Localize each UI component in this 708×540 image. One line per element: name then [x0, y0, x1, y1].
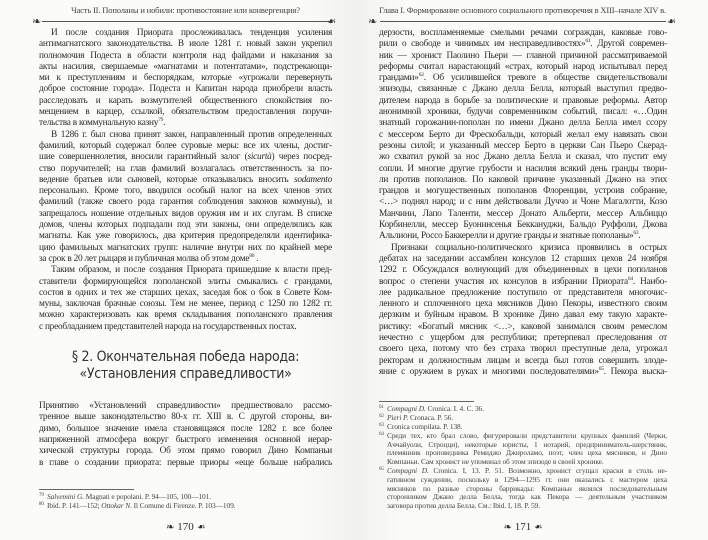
- text-line: дебатах на заседании ассамблеи консулов 12 старших цехов 24 ноября: [379, 253, 667, 264]
- paragraph: [39, 401, 332, 469]
- text-line: Манчини, Лапо Таленти, мессер Донато Альберти, мессер Альбиццо: [379, 208, 667, 219]
- footnote-line: 63 Cronica compilata. P. 138.: [379, 422, 463, 432]
- text-line: ристику: «Богатый мясник <…>, каковой занимался своим ремеслом: [379, 321, 667, 332]
- text-line: Корбинелли, мессер Буонинсенья Беккануджи, Бальдо Руффоли, Джова: [379, 220, 667, 231]
- page-column: [39, 28, 332, 534]
- footnote-ref: 61: [585, 38, 591, 45]
- text-block: [39, 401, 332, 469]
- page-number-value: 170: [177, 521, 194, 533]
- text-line: с преобладанием представителей народа на государственных постах.: [39, 321, 297, 332]
- text-line: состоя в одних и тех же старших цехах, заседая бок о бок в Совете Ком-: [39, 287, 332, 298]
- footnote-ref: 65: [598, 365, 604, 372]
- footnote-line: заговора против делла Белла. См.: Ibid. I, 18. P. 59.: [387, 501, 541, 511]
- footnote-ref: 79: [158, 117, 164, 124]
- footnote: [379, 467, 667, 511]
- footnote: [39, 502, 332, 511]
- text-line: И после создания Приората прослеживалась тенденция усиления: [51, 28, 332, 38]
- footnote-line: 79 Salvemini G. Magnati e popolani. P. 94—105, 100—101.: [39, 492, 211, 502]
- section-heading: [39, 349, 332, 383]
- text-line: сопли. И многие другие грубости и насилия всякий день гранды твори-: [379, 163, 667, 174]
- text-line: 1292 г. Обсуждался волнующий для объединенных в цехи пополанов: [379, 265, 667, 276]
- header-rule: [42, 21, 330, 22]
- text-line: тельства в коммунальную казну$^{79}$.: [39, 117, 166, 129]
- text-line: Таким образом, и после создания Приората пришедшие к власти пред-: [51, 265, 332, 276]
- footnote-area: [379, 395, 667, 511]
- text-line: мещением в карцер, ссылкой, обязательством предоставления поручи-: [39, 107, 332, 118]
- paragraph: [379, 28, 667, 243]
- text-line: антимагнатского законодательства. В июле 1281 г. новый закон укрепил: [39, 39, 332, 50]
- text-line: эпизоды, связанные с Джано делла Белла, который выступил предво-: [379, 84, 667, 95]
- text-line: напряженной атмосфера вокруг быстрого изменения основной иерар-: [39, 434, 332, 445]
- footnotes: [379, 405, 667, 511]
- footnote-line: Аччайуоли, Строцци), некоторые юристы, 1 нотарий, предприниматель-шерстяник,: [387, 439, 667, 449]
- footnote-line: мясников по разные стороны баррикады: Компаньи являлся последовательным: [387, 483, 667, 493]
- page-column: [379, 28, 667, 534]
- text-line: за срок в 20 лет рыцаря и публичная молва об этом доме$^{80}$ .: [39, 252, 259, 264]
- text-line: расследовать и карать возмутителей общественного спокойствия по-: [39, 95, 332, 106]
- text-line: ник — хронист Паолино Пьери — главной причиной рассматриваемой: [379, 50, 667, 61]
- text-line: персонально. Кроме того, вводился особый налог на всех членов этих: [39, 186, 332, 197]
- italic-text: Compagni D.: [387, 466, 429, 476]
- text-line: своего цеха, потому что без страха творил преступные дела, угрожал: [379, 344, 667, 355]
- text-line: ставители формирующейся пополанской элиты смыкались с грандами,: [39, 276, 332, 287]
- text-line: ленного и сплоченного цеха мясников Дино Пекоры, известного своим: [379, 299, 667, 310]
- main-text: [39, 28, 332, 469]
- italic-text: Salvemini G.: [47, 492, 84, 502]
- text-line: ми к преступлениям и беспорядкам, которые «угрожали перевернуть: [39, 73, 332, 84]
- running-head: Часть II. Пополаны и нобили: противостояние или конвергенция?: [71, 5, 300, 15]
- text-line: анонимной хроники, будучи современником событий, писал: «…Один: [379, 107, 667, 118]
- text-line: грандов и могущественных пополанов Флоренции, устроив собрание,: [379, 186, 667, 197]
- footnote-line: 62 Pieri P. Cronaca. P. 56.: [379, 413, 454, 423]
- text-line: ректорам и должностным лицам и всегда был готов совершить злоде-: [379, 355, 667, 366]
- page-number: [39, 521, 332, 534]
- footnote-ref: 63: [633, 230, 639, 237]
- text-line: хической структуры города. Об этом прямо говорил Дино Компаньи: [39, 446, 332, 457]
- text-line: жо схватил рукой за нос Джано делла Белла и сказал, что пустит ему: [379, 152, 667, 163]
- header-rule: [380, 21, 666, 22]
- fleuron-icon: ❧: [196, 522, 205, 533]
- fleuron-icon: ❧: [368, 15, 378, 28]
- paragraph: [379, 243, 667, 379]
- text-line: рили о свободе и чинимых им несправедливостях»$^{61}$. Другой современ-: [379, 38, 667, 50]
- paragraph: [39, 130, 332, 266]
- footnote-line: гативном суждении, поскольку в 1294—1295 гг. они оказались с мастером цеха: [387, 474, 667, 484]
- page-number: [379, 521, 667, 534]
- text-line: с мессером Берто ди Фрескобальди, который желал ему навязать свои: [379, 129, 667, 140]
- text-line: акты насилия, свершаемые «магнатами и потентатами», подстрекающи-: [39, 61, 332, 72]
- section-heading-line: «Установления справедливости»: [79, 366, 292, 383]
- footnote: [379, 432, 667, 467]
- page-number-value: 171: [514, 521, 532, 533]
- footnote-line: 80 Ibid. P. 141—152; Ottokar N. Il Comune di Firenze. P. 103—109.: [39, 501, 236, 511]
- footnote-rule: [39, 489, 134, 490]
- text-line: домов, члены которых подпадали под эти законы, они определялись как: [39, 220, 332, 231]
- footnotes: [39, 493, 332, 511]
- fleuron-icon: ❧: [327, 15, 337, 28]
- text-line: Признаки социально-политического кризиса проявились в острых: [391, 242, 667, 253]
- text-line: дерзким и буйным нравом. В хронике Дино давал ему такую характе-: [379, 310, 667, 321]
- text-line: Альлиони, Россо Баккерелли и другие гранды и знатные пополаны»$^{63}$.: [379, 230, 641, 242]
- text-line: реформы считал нарастающий «страх, который народ испытывал перед: [379, 61, 667, 72]
- text-line: в главе о создании приората: первые приоры «еще больше набрались: [39, 457, 332, 468]
- text-line: муны, заключая брачные союзы. Тем не менее, период с 1250 по 1282 гг.: [39, 299, 332, 310]
- section-heading-line: § 2. Окончательная победа народа:: [71, 349, 300, 366]
- text-line: знатный горожанин-пополан по имени Джано делла Белла имел ссору: [379, 118, 667, 129]
- running-head: Глава I. Формирование основного социального противоречия в XIII–начале XIV в.: [379, 5, 666, 15]
- text-line: вопрос о степени участия их консулов в избрании Приората$^{64}$. Наибо-: [379, 275, 667, 287]
- paragraph: [39, 265, 332, 333]
- text-block: [379, 28, 667, 378]
- text-line: шие совершеннолетия, вносили гарантийный залог (sicurtà) через посред-: [39, 152, 332, 163]
- fleuron-icon: ❧: [166, 522, 175, 533]
- footnote-line: 61 Compagni D. Cronica. I. 4. C. 36.: [379, 404, 484, 414]
- text-line: тренное выше законодательство 80-х гг. XIII в. С другой стороны, ви-: [39, 412, 332, 423]
- footnote-area: [39, 483, 332, 511]
- text-line: <…> поднял народ; и с ним действовали Дуччо и Чоне Магалотти, Козо: [379, 197, 667, 208]
- text-line: цию фамильных магнатских групп: наличие внутри них по крайней мере: [39, 242, 332, 253]
- paragraph: [39, 28, 332, 130]
- text-line: грандами»$^{62}$. Об усилившейся тревоге в обществе свидетельствовали: [379, 72, 667, 84]
- footnote-line: 64 Среди тех, кто брал слово, фигурировали представители крупных фамилий (Черки,: [379, 430, 667, 440]
- footnote-line: племянник проповедника Ремиджо Джироламо, поэт, член цеха мясников, и Дино: [387, 448, 667, 458]
- text-line: ли против пополанов. По каковой причине указанный Джано на этих: [379, 174, 667, 185]
- footnote-ref: 64: [627, 275, 633, 282]
- footnote-line: Компаньи. Сам хронист не упоминал об этом эпизоде в своей хронике.: [387, 457, 604, 467]
- text-line: магнаты. Как уже говорилось, два критерия предопределяли идентифика-: [39, 231, 332, 242]
- text-line: фамилий, который содержал более суровые меры: все их члены, достиг-: [39, 140, 332, 151]
- text-line: Принятию «Установлений справедливости» предшествовало рассмо-: [39, 401, 332, 412]
- fleuron-icon: ❧: [534, 522, 543, 533]
- fleuron-icon: ❧: [503, 522, 512, 533]
- italic-text: Ottokar N.: [101, 501, 132, 511]
- footnote-ref: 80: [249, 252, 255, 259]
- italic-text: Compagni D.: [387, 404, 426, 414]
- text-line: можно характеризовать как время складывания пополанского правления: [39, 310, 332, 321]
- text-line: яние с оружием в руках и многими последователями»$^{65}$. Пекора выска-: [379, 365, 667, 377]
- text-line: ство поручителей; на глав фамилий возлагалась ответственность за по-: [39, 163, 332, 174]
- fleuron-icon: ❧: [667, 15, 677, 28]
- text-line: резоны силой; и указанный мессер Берто в церкви Сан Пьеро Скерад-: [379, 140, 667, 151]
- right-page: [354, 0, 708, 540]
- text-line: доброе состояние города». Подеста и Капитан народа приобрели власть: [39, 84, 332, 95]
- text-line: В 1286 г. был снова принят закон, направленный против определенных: [51, 129, 332, 140]
- text-line: димо, большое значение имела становящаяся после 1282 г. все более: [39, 423, 332, 434]
- italic-text: sicurtà: [247, 152, 272, 163]
- text-block: [39, 28, 332, 333]
- italic-text: sodamento: [293, 174, 332, 185]
- text-line: дителем народа в борьбе за политические и правовые реформы. Автор: [379, 95, 667, 106]
- fleuron-icon: ❧: [32, 15, 42, 28]
- text-line: дерзости, воспламеняемые смелыми речами сограждан, каковые гово-: [379, 28, 667, 38]
- footnote-ref: 62: [418, 72, 424, 79]
- text-line: полномочия Подеста в области контроля над файдами и наказания за: [39, 50, 332, 61]
- text-line: запрещалось ношение отдельных видов оружия им и их слугам. В списке: [39, 208, 332, 219]
- text-line: лее радикальное предложение поступило от представителя многочис-: [379, 287, 667, 298]
- text-line: ведение братьев или сыновей, которые отказывались вносить sodamento: [39, 174, 332, 185]
- main-text: [379, 28, 667, 378]
- footnote-line: сторонником Джано делла Белла, тогда как Пекора — деятельным участником: [387, 492, 667, 502]
- footnote-rule: [379, 401, 474, 402]
- italic-text: Pieri P.: [387, 413, 409, 423]
- text-line: нечестно с ущербом для республики; претерпевал преследования от: [379, 333, 667, 344]
- text-line: фамилий (также своего рода гарантия соблюдения законов коммуны), и: [39, 197, 332, 208]
- footnote-line: 65 Compagni D. Cronica. I, 13. P. 51. Возможно, хронист сгущал краски в столь не-: [379, 466, 667, 476]
